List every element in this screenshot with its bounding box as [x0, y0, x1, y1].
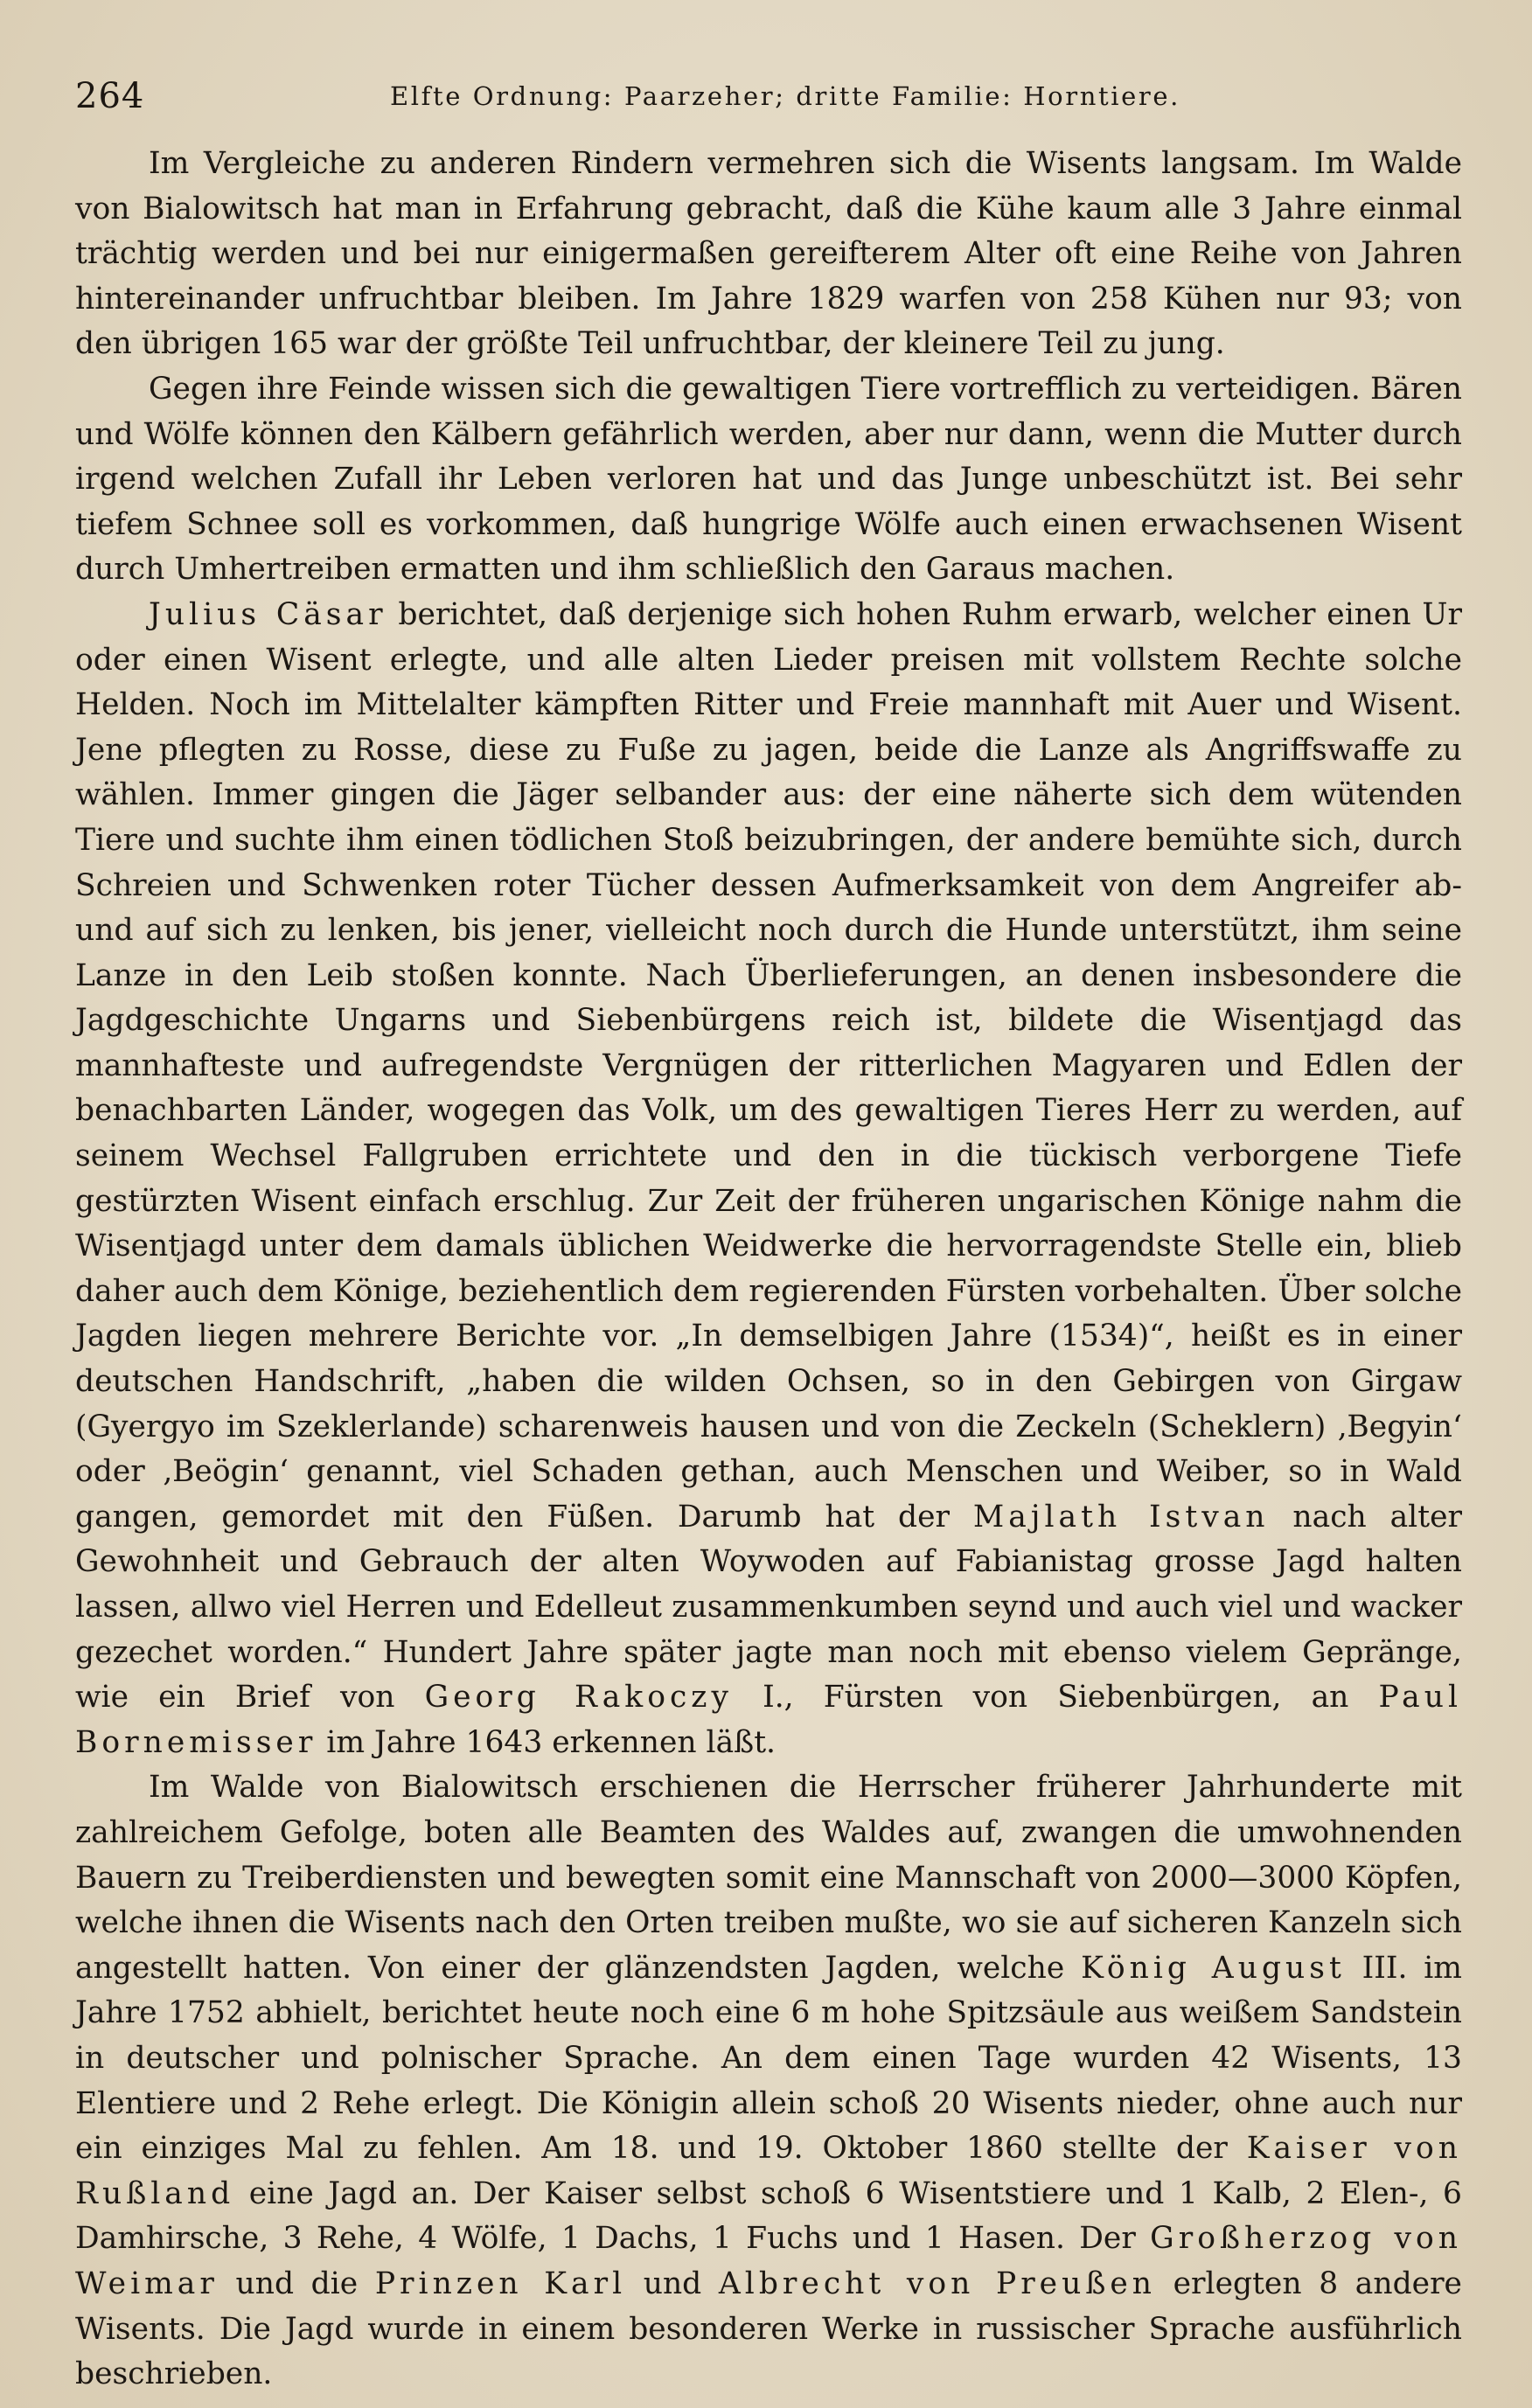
paragraph-text: und — [626, 2265, 719, 2301]
person-name: Prinzen Karl — [374, 2265, 627, 2301]
paragraph-text: berichtet, daß derjenige sich hohen Ruhm erwarb, welcher einen Ur oder einen Wisent erlegte, und alle alten Lieder preisen mit vollstem Rechte solche Helden. Noch im Mittelalter kämpften Ritter und Freie mannhaft mit Auer und Wisent. Jene pflegten zu Rosse, diese zu Fuße zu jagen, beide die Lanze als Angriffswaffe zu wählen. Immer gingen die Jäger selbander aus: der eine näherte sich dem wütenden Tiere und suchte ihm einen tödlichen Stoß beizubringen, der andere bemühte sich, durch Schreien und Schwenken roter Tücher dessen Aufmerksamkeit von dem Angreifer ab- und auf sich zu lenken, bis jener, vielleicht noch durch die Hunde unterstützt, ihm seine Lanze in den Leib stoßen konnte. Nach Überlieferungen, an denen insbesondere die Jagdgeschichte Ungarns und Siebenbürgens reich ist, bildete die Wisentjagd das mannhafteste und aufregendste Vergnügen der ritterlichen Magyaren und Edlen der benachbarten Länder, wogegen das Volk, um des gewaltigen Tieres Herr zu werden, auf seinem Wechsel Fallgruben errichtete und den in die tückisch verborgene Tiefe gestürzten Wisent einfach erschlug. Zur Zeit der früheren ungarischen Könige nahm die Wisentjagd unter dem damals üblichen Weidwerke die hervorragendste Stelle ein, blieb daher auch dem Könige, beziehentlich dem regierenden Fürsten vorbehalten. Über solche Jagden liegen mehrere Berichte vor. „In demselbigen Jahre (1534)“, heißt es in einer deutschen Handschrift, „haben die wilden Ochsen, so in den Gebirgen von Girgaw (Gyergyo im Szeklerlande) scharenweis hausen und von die Zeckeln (Scheklern) ‚Begyin‘ oder ‚Beögin‘ genannt, viel Schaden gethan, auch Menschen und Weiber, so in Wald gangen, gemordet mit den Füßen. Darumb hat der — [75, 596, 1462, 1535]
paragraph — [75, 1765, 1462, 2397]
paragraph — [75, 142, 1462, 367]
paragraph-text: erlegten 8 andere Wisents. Die Jagd wurde in einem besonderen Werke in russischer Sprache ausführlich beschrieben. — [75, 2265, 1462, 2392]
person-name: Paul Bornemisser — [75, 1680, 1462, 1760]
paragraph-text: Im Walde von Bialowitsch erschienen die Herrscher früherer Jahrhunderte mit zahlreichem Gefolge, boten alle Beamten des Waldes auf, zwangen die umwohnenden Bauern zu Treiberdiensten und bewegten somit eine Mannschaft von 2000—3000 Köpfen, welche ihnen die Wisents nach den Orten treiben mußte, wo sie auf sicheren Kanzeln sich angestellt hatten. Von einer der glänzendsten Jagden, welche — [75, 1770, 1462, 1986]
person-name: König August — [1081, 1950, 1346, 1986]
person-name: Albrecht von Preußen — [718, 2265, 1156, 2301]
page-header — [75, 72, 1462, 121]
paragraph-text: eine Jagd an. Der Kaiser selbst schoß 6 Wisentstiere und 1 Kalb, 2 Elen-, 6 Damhirsche, 3 Rehe, 4 Wölfe, 1 Dachs, 1 Fuchs und 1 Hasen. Der — [75, 2175, 1462, 2257]
paragraph-text: Im Vergleiche zu anderen Rindern vermehren sich die Wisents langsam. Im Walde von Bialowitsch hat man in Erfahrung gebracht, daß die Kühe kaum alle 3 Jahre einmal trächtig werden und bei nur einigermaßen gereifterem Alter oft eine Reihe von Jahren hintereinander unfruchtbar bleiben. Im Jahre 1829 warfen von 258 Kühen nur 93; von den übrigen 165 war der größte Teil unfruchtbar, der kleinere Teil zu jung. — [75, 146, 1462, 362]
page-number: 264 — [75, 76, 145, 116]
paragraph-text: I., Fürsten von Siebenbürgen, an — [732, 1680, 1379, 1716]
paragraph — [75, 367, 1462, 593]
person-name: Julius Cäsar — [149, 596, 387, 632]
person-name: Großherzog von Weimar — [75, 2221, 1462, 2301]
body-text — [75, 142, 1462, 2398]
person-name: Kaiser von Rußland — [75, 2131, 1462, 2211]
person-name: Georg Rakoczy — [424, 1680, 733, 1716]
paragraph-text: Gegen ihre Feinde wissen sich die gewaltigen Tiere vortrefflich zu verteidigen. Bären und Wölfe können den Kälbern gefährlich werden, aber nur dann, wenn die Mutter durch irgend welchen Zufall ihr Leben verloren hat und das Junge unbeschützt ist. Bei sehr tiefem Schnee soll es vorkommen, daß hungrige Wölfe auch einen erwachsenen Wisent durch Umhertreiben ermatten und ihm schließlich den Garaus machen. — [75, 371, 1462, 588]
paragraph-text: und die — [218, 2265, 375, 2301]
paragraph-text: III. im Jahre 1752 abhielt, berichtet heute noch eine 6 m hohe Spitzsäule aus weißem Sandstein in deutscher und polnischer Sprache. An dem einen Tage wurden 42 Wisents, 13 Elentiere und 2 Rehe erlegt. Die Königin allein schoß 20 Wisents nieder, ohne auch nur ein einziges Mal zu fehlen. Am 18. und 19. Oktober 1860 stellte der — [75, 1950, 1462, 2167]
person-name: Majlath Istvan — [972, 1499, 1270, 1535]
paragraph — [75, 593, 1462, 1765]
paragraph-text: nach alter Gewohnheit und Gebrauch der alten Woywoden auf Fabianistag grosse Jagd halten lassen, allwo viel Herren und Edelleut zusammenkumben seynd und auch viel und wacker gezechet worden.“ Hundert Jahre später jagte man noch mit ebenso vielem Gepränge, wie ein Brief von — [75, 1499, 1462, 1716]
running-head: Elfte Ordnung: Paarzeher; dritte Familie: Horntiere. — [390, 81, 1180, 111]
paragraph-text: im Jahre 1643 erkennen läßt. — [317, 1724, 776, 1760]
